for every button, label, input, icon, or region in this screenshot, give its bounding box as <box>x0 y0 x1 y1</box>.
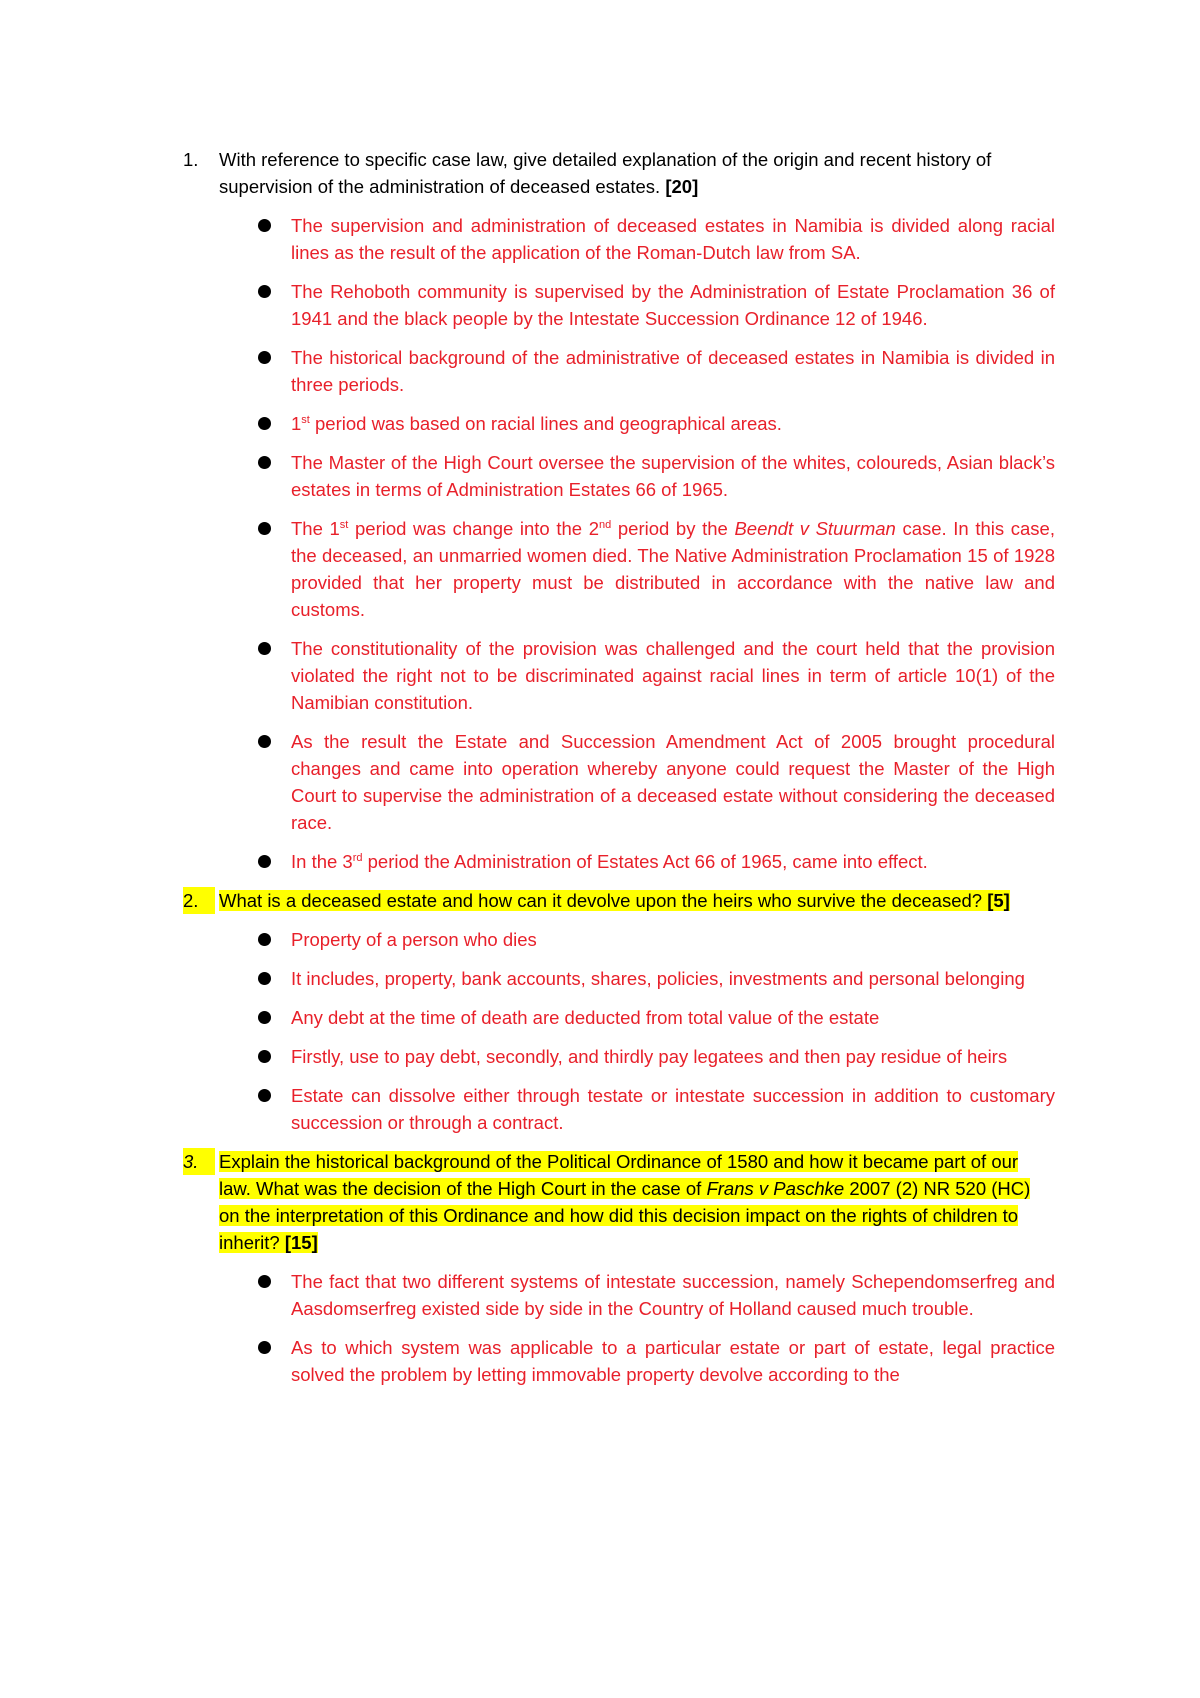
answer-list-1 <box>183 212 1055 875</box>
question-1 <box>183 146 1055 200</box>
list-item: Property of a person who dies <box>183 926 1055 953</box>
bullet-icon <box>258 351 271 364</box>
bullet-icon <box>258 285 271 298</box>
list-item: In the 3rd period the Administration of Estates Act 66 of 1965, came into effect. <box>183 848 1055 875</box>
bullet-icon <box>258 855 271 868</box>
list-item: Any debt at the time of death are deducted from total value of the estate <box>183 1004 1055 1031</box>
bullet-icon <box>258 933 271 946</box>
question-number: 1. <box>183 149 199 170</box>
bullet-icon <box>258 1089 271 1102</box>
question-marks: [5] <box>987 890 1010 911</box>
bullet-icon <box>258 522 271 535</box>
question-3 <box>183 1148 1055 1256</box>
answer-list-2 <box>183 926 1055 1136</box>
bullet-icon <box>258 642 271 655</box>
bullet-icon <box>258 219 271 232</box>
bullet-icon <box>258 417 271 430</box>
question-text: With reference to specific case law, give detailed explanation of the origin and recent history of supervision of the administration of deceased estates. [20] <box>219 149 992 197</box>
bullet-icon <box>258 1275 271 1288</box>
answer-list-3 <box>183 1268 1055 1388</box>
bullet-icon <box>258 1341 271 1354</box>
question-number: 2. <box>183 887 215 914</box>
bullet-icon <box>258 1050 271 1063</box>
list-item: As to which system was applicable to a particular estate or part of estate, legal practice solved the problem by letting immovable property devolve according to the <box>183 1334 1055 1388</box>
question-marks: [15] <box>284 1232 318 1253</box>
question-text: Explain the historical background of the Political Ordinance of 1580 and how it became part of our law. What was the decision of the High Court in the case of Frans v Paschke 2007 (2) NR 520 (HC) on the interpretation of this Ordinance and how did this decision impact on the rights of children to inherit? [15] <box>219 1151 1031 1253</box>
list-item: The Master of the High Court oversee the supervision of the whites, coloureds, Asian black’s estates in terms of Administration Estates 66 of 1965. <box>183 449 1055 503</box>
list-item: It includes, property, bank accounts, shares, policies, investments and personal belonging <box>183 965 1055 992</box>
list-item: The constitutionality of the provision was challenged and the court held that the provision violated the right not to be discriminated against racial lines in term of article 10(1) of the Namibian constitution. <box>183 635 1055 716</box>
case-name: Frans v Paschke <box>706 1178 845 1199</box>
list-item: 1st period was based on racial lines and geographical areas. <box>183 410 1055 437</box>
bullet-icon <box>258 1011 271 1024</box>
case-name: Beendt v Stuurman <box>734 518 896 539</box>
question-marks: [20] <box>665 176 699 197</box>
list-item: The supervision and administration of deceased estates in Namibia is divided along racial lines as the result of the application of the Roman-Dutch law from SA. <box>183 212 1055 266</box>
list-item: The 1st period was change into the 2nd period by the Beendt v Stuurman case. In this case, the deceased, an unmarried women died. The Native Administration Proclamation 15 of 1928 provided that her property must be distributed in accordance with the native law and customs. <box>183 515 1055 623</box>
list-item: As the result the Estate and Succession Amendment Act of 2005 brought procedural changes and came into operation whereby anyone could request the Master of the High Court to supervise the administration of a deceased estate without considering the deceased race. <box>183 728 1055 836</box>
list-item: The Rehoboth community is supervised by the Administration of Estate Proclamation 36 of 1941 and the black people by the Intestate Succession Ordinance 12 of 1946. <box>183 278 1055 332</box>
list-item: Firstly, use to pay debt, secondly, and thirdly pay legatees and then pay residue of heirs <box>183 1043 1055 1070</box>
list-item: The historical background of the administrative of deceased estates in Namibia is divided in three periods. <box>183 344 1055 398</box>
bullet-icon <box>258 972 271 985</box>
list-item: Estate can dissolve either through testate or intestate succession in addition to customary succession or through a contract. <box>183 1082 1055 1136</box>
bullet-icon <box>258 735 271 748</box>
list-item: The fact that two different systems of intestate succession, namely Schependomserfreg and Aasdomserfreg existed side by side in the Country of Holland caused much trouble. <box>183 1268 1055 1322</box>
question-number: 3. <box>183 1148 215 1175</box>
question-2 <box>183 887 1055 914</box>
bullet-icon <box>258 456 271 469</box>
document-body <box>183 146 1055 1400</box>
question-text: What is a deceased estate and how can it devolve upon the heirs who survive the deceased? [5] <box>219 890 1010 911</box>
